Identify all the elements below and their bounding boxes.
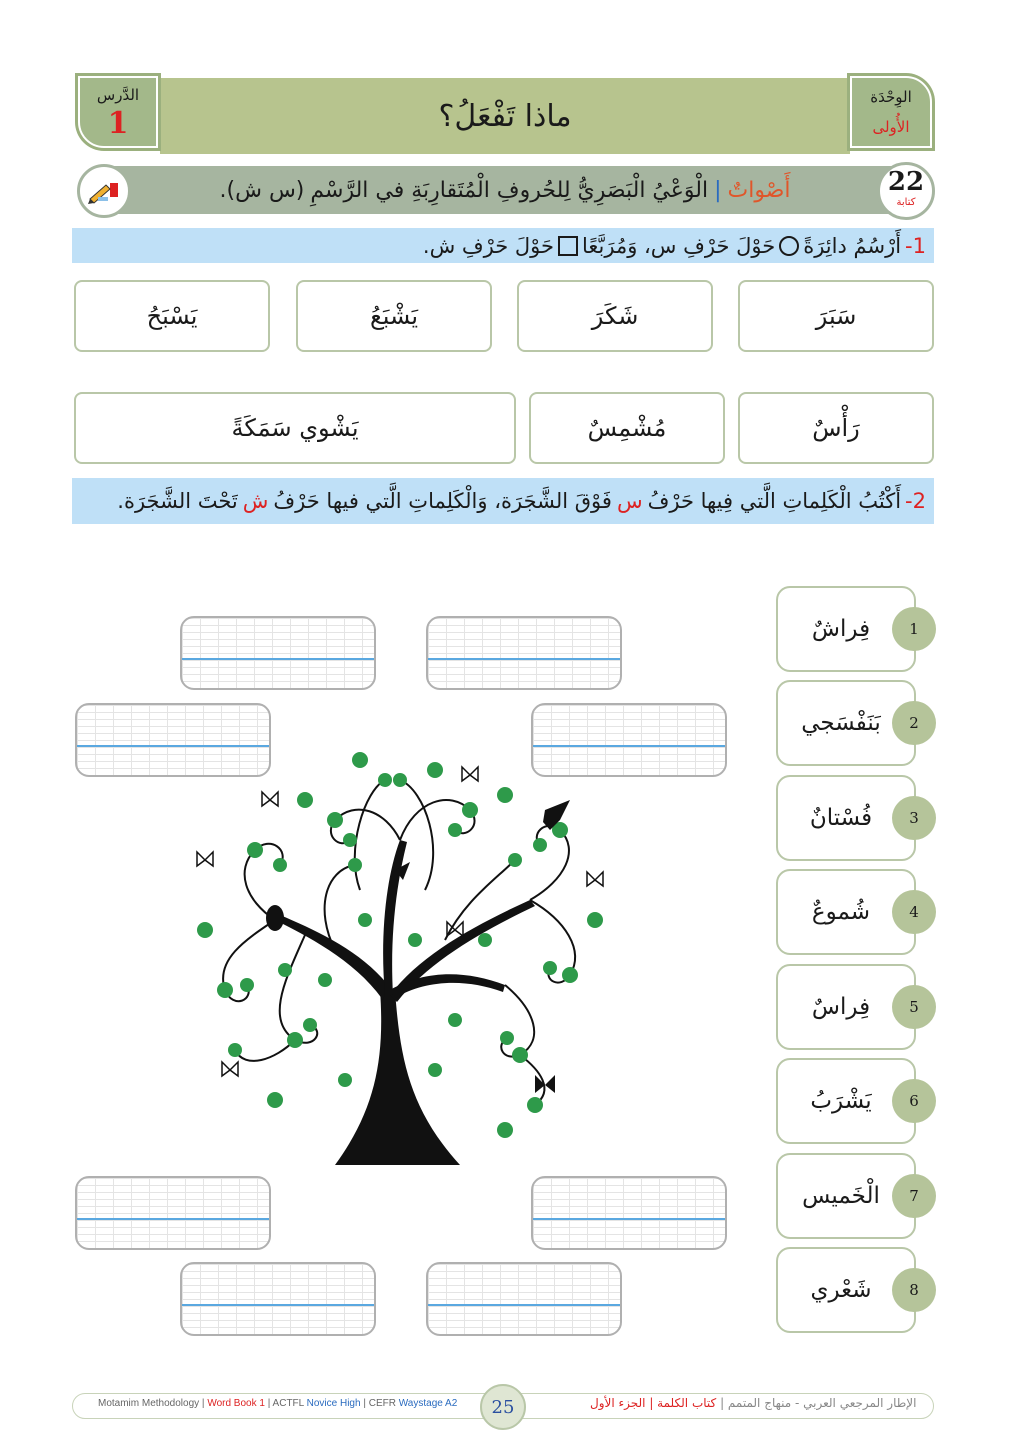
footer-arabic-series: الإطار المرجعي العربي - منهاج المتمم — [727, 1396, 917, 1410]
list-item: فُسْتانٌ — [776, 775, 916, 861]
letters-label: (س ش). — [219, 177, 305, 203]
footer-arabic-book: كتاب الكلمة | الجزء الأول — [590, 1396, 717, 1410]
pencil-icon — [77, 164, 131, 218]
footer-page-number: 25 — [480, 1384, 526, 1430]
word-box[interactable]: رَأْسٌ — [738, 392, 934, 464]
writing-box-below[interactable] — [426, 1262, 622, 1336]
exercise2-text-c: تَحْتَ الشَّجَرَة. — [117, 489, 238, 513]
topic-label: الْوَعْيُ الْبَصَرِيُّ لِلحُروفِ الْمُتَقارِبَةِ في الرَّسْمِ — [310, 177, 709, 203]
list-item: شَعْري — [776, 1247, 916, 1333]
list-item-number: 4 — [892, 890, 936, 934]
list-item-number: 5 — [892, 985, 936, 1029]
writing-box-below[interactable] — [531, 1176, 727, 1250]
list-item-number: 1 — [892, 607, 936, 651]
letter-sin: س — [616, 489, 643, 513]
list-item-number: 2 — [892, 701, 936, 745]
footer-right: الإطار المرجعي العربي - منهاج المتمم | كتاب الكلمة | الجزء الأول — [590, 1396, 917, 1410]
unit-label: الوِحْدَة — [870, 88, 912, 106]
footer-actfl-label: ACTFL — [272, 1398, 304, 1409]
footer-methodology: Motamim Methodology — [98, 1398, 200, 1409]
letter-shin: ش — [242, 489, 269, 513]
exercise1-text-b: حَوْلَ حَرْفِ س، وَمُرَبَّعًا — [581, 233, 776, 258]
word-box[interactable]: يَشْوي سَمَكَةً — [74, 392, 516, 464]
footer-actfl-level: Novice High — [306, 1398, 361, 1409]
exercise2-text-b: فَوْقَ الشَّجَرَة، وَالْكَلِماتِ الَّتي فيها حَرْفُ — [273, 489, 612, 513]
category-label: أَصْواتٌ — [727, 177, 791, 203]
page-title: ماذا تَفْعَلُ؟ — [438, 98, 572, 134]
exercise1-number: 1- — [905, 233, 926, 258]
lesson-label: الدَّرس — [96, 86, 140, 104]
tree-illustration — [185, 740, 625, 1170]
square-symbol-icon — [558, 236, 578, 256]
page-badge — [877, 162, 935, 220]
exercise2-text-a: أَكْتُبُ الْكَلِماتِ الَّتي فِيها حَرْفُ — [647, 489, 902, 513]
list-item-number: 8 — [892, 1268, 936, 1312]
page-badge-number: 22 — [887, 167, 925, 197]
list-item: بَنَفْسَجي — [776, 680, 916, 766]
list-item-number: 7 — [892, 1174, 936, 1218]
footer-cefr-label: CEFR — [368, 1398, 396, 1409]
exercise1-instruction — [72, 228, 934, 263]
list-item-number: 6 — [892, 1079, 936, 1123]
separator: | — [714, 177, 722, 203]
unit-tab — [850, 76, 932, 148]
list-item: يَشْرَبُ — [776, 1058, 916, 1144]
exercise2-instruction — [72, 478, 934, 524]
writing-box-below[interactable] — [75, 1176, 271, 1250]
word-box[interactable]: سَبَرَ — [738, 280, 934, 352]
writing-box-below[interactable] — [180, 1262, 376, 1336]
lesson-number: 1 — [107, 106, 129, 141]
word-box[interactable]: مُشْمِسٌ — [529, 392, 725, 464]
list-item: فِراشٌ — [776, 586, 916, 672]
word-box[interactable]: يَشْبَعُ — [296, 280, 492, 352]
footer-cefr-level: Waystage A2 — [398, 1398, 458, 1409]
exercise1-text-c: حَوْلَ حَرْفِ ش. — [422, 233, 554, 258]
exercise2-number: 2- — [905, 489, 926, 513]
circle-symbol-icon — [779, 236, 799, 256]
unit-name: الأُولى — [872, 118, 910, 136]
list-item: فِراسٌ — [776, 964, 916, 1050]
list-item: شُموعٌ — [776, 869, 916, 955]
list-item: الْخَميس — [776, 1153, 916, 1239]
writing-box-above[interactable] — [426, 616, 622, 690]
page-badge-caption: كتابة — [896, 197, 916, 208]
subheader-text — [160, 166, 850, 214]
footer-left: Motamim Methodology | Word Book 1 | ACTFL Novice High | CEFR Waystage A2 — [98, 1398, 458, 1409]
exercise1-text-a: أَرْسُمُ دائِرَةً — [803, 233, 902, 258]
list-item-number: 3 — [892, 796, 936, 840]
word-box[interactable]: يَسْبَحُ — [74, 280, 270, 352]
footer-book: Word Book 1 — [207, 1398, 265, 1409]
word-box[interactable]: شَكَرَ — [517, 280, 713, 352]
writing-box-above[interactable] — [180, 616, 376, 690]
